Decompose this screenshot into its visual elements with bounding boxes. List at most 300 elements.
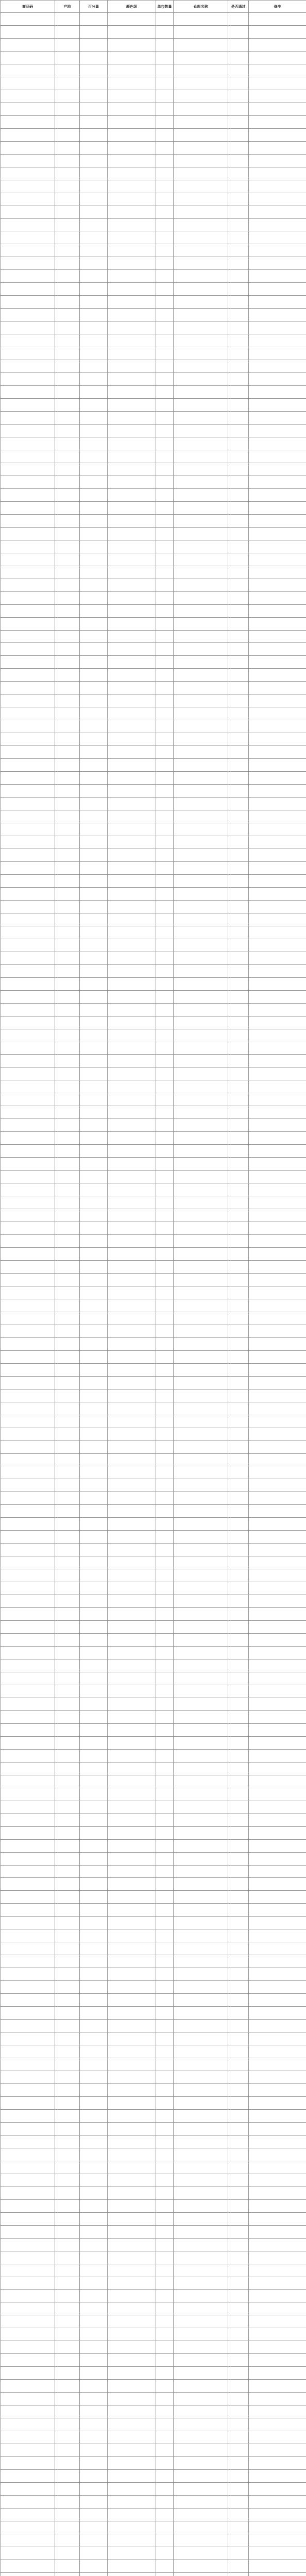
cell-color-grade bbox=[108, 2328, 156, 2341]
table-row bbox=[1, 617, 306, 630]
cell-origin bbox=[55, 1968, 80, 1981]
cell-product-code bbox=[1, 669, 55, 682]
cell-origin bbox=[55, 1171, 80, 1183]
cell-passed bbox=[228, 2508, 249, 2521]
cell-color-grade bbox=[108, 926, 156, 939]
cell-warehouse bbox=[174, 1544, 228, 1556]
cell-warehouse bbox=[174, 823, 228, 836]
cell-remark bbox=[249, 913, 306, 926]
cell-remark bbox=[249, 977, 306, 990]
cell-color-grade bbox=[108, 1119, 156, 1132]
table-row bbox=[1, 2341, 306, 2354]
cell-color-grade bbox=[108, 347, 156, 360]
cell-origin bbox=[55, 617, 80, 630]
cell-product-code bbox=[1, 514, 55, 527]
cell-color-grade bbox=[108, 617, 156, 630]
cell-pack-count bbox=[156, 2251, 174, 2264]
cell-pack-count bbox=[156, 669, 174, 682]
cell-color-grade bbox=[108, 1042, 156, 1055]
cell-color-grade bbox=[108, 952, 156, 964]
cell-origin bbox=[55, 656, 80, 669]
cell-color-grade bbox=[108, 13, 156, 26]
cell-warehouse bbox=[174, 1337, 228, 1350]
cell-remark bbox=[249, 849, 306, 861]
cell-remark bbox=[249, 2393, 306, 2405]
cell-percentage bbox=[80, 51, 108, 64]
cell-product-code bbox=[1, 1273, 55, 1286]
cell-remark bbox=[249, 2277, 306, 2290]
cell-product-code bbox=[1, 2457, 55, 2470]
cell-percentage bbox=[80, 180, 108, 193]
table-row bbox=[1, 1119, 306, 1132]
cell-product-code bbox=[1, 2135, 55, 2148]
cell-pack-count bbox=[156, 2534, 174, 2547]
cell-warehouse bbox=[174, 13, 228, 26]
cell-origin bbox=[55, 283, 80, 296]
cell-remark bbox=[249, 1621, 306, 1634]
cell-remark bbox=[249, 1016, 306, 1029]
cell-percentage bbox=[80, 296, 108, 309]
cell-origin bbox=[55, 2483, 80, 2496]
cell-percentage bbox=[80, 128, 108, 141]
cell-percentage bbox=[80, 1865, 108, 1878]
cell-pack-count bbox=[156, 1788, 174, 1801]
cell-passed bbox=[228, 1440, 249, 1453]
cell-remark bbox=[249, 1569, 306, 1582]
cell-warehouse bbox=[174, 1917, 228, 1929]
cell-color-grade bbox=[108, 2277, 156, 2290]
cell-origin bbox=[55, 861, 80, 874]
cell-pack-count bbox=[156, 1440, 174, 1453]
cell-origin bbox=[55, 1376, 80, 1389]
cell-percentage bbox=[80, 630, 108, 643]
cell-product-code bbox=[1, 1801, 55, 1814]
cell-warehouse bbox=[174, 128, 228, 141]
cell-product-code bbox=[1, 1518, 55, 1531]
cell-pack-count bbox=[156, 2264, 174, 2277]
cell-remark bbox=[249, 1389, 306, 1402]
cell-passed bbox=[228, 347, 249, 360]
cell-passed bbox=[228, 2187, 249, 2199]
cell-origin bbox=[55, 1222, 80, 1235]
cell-percentage bbox=[80, 2354, 108, 2367]
table-row bbox=[1, 450, 306, 463]
cell-color-grade bbox=[108, 1710, 156, 1723]
cell-origin bbox=[55, 733, 80, 746]
cell-percentage bbox=[80, 2187, 108, 2199]
cell-percentage bbox=[80, 1273, 108, 1286]
cell-pack-count bbox=[156, 1196, 174, 1209]
cell-remark bbox=[249, 1106, 306, 1119]
cell-pack-count bbox=[156, 1016, 174, 1029]
cell-color-grade bbox=[108, 1582, 156, 1595]
cell-passed bbox=[228, 1826, 249, 1839]
cell-color-grade bbox=[108, 2020, 156, 2032]
cell-product-code bbox=[1, 399, 55, 412]
cell-percentage bbox=[80, 90, 108, 103]
cell-pack-count bbox=[156, 656, 174, 669]
cell-remark bbox=[249, 887, 306, 900]
cell-remark bbox=[249, 1453, 306, 1466]
cell-origin bbox=[55, 1685, 80, 1698]
table-row bbox=[1, 1428, 306, 1440]
cell-warehouse bbox=[174, 1492, 228, 1505]
cell-color-grade bbox=[108, 798, 156, 810]
cell-passed bbox=[228, 643, 249, 656]
cell-warehouse bbox=[174, 1428, 228, 1440]
cell-origin bbox=[55, 1634, 80, 1647]
cell-pack-count bbox=[156, 38, 174, 51]
cell-product-code bbox=[1, 1582, 55, 1595]
cell-color-grade bbox=[108, 1235, 156, 1248]
cell-warehouse bbox=[174, 2290, 228, 2302]
cell-percentage bbox=[80, 2341, 108, 2354]
cell-warehouse bbox=[174, 810, 228, 823]
cell-origin bbox=[55, 412, 80, 425]
cell-passed bbox=[228, 1788, 249, 1801]
cell-product-code bbox=[1, 2096, 55, 2109]
cell-warehouse bbox=[174, 1466, 228, 1479]
cell-pack-count bbox=[156, 1556, 174, 1569]
cell-warehouse bbox=[174, 1209, 228, 1222]
table-row bbox=[1, 2187, 306, 2199]
cell-passed bbox=[228, 887, 249, 900]
cell-color-grade bbox=[108, 1814, 156, 1826]
cell-remark bbox=[249, 861, 306, 874]
cell-origin bbox=[55, 386, 80, 399]
cell-color-grade bbox=[108, 1479, 156, 1492]
cell-product-code bbox=[1, 2277, 55, 2290]
cell-passed bbox=[228, 2393, 249, 2405]
cell-color-grade bbox=[108, 1736, 156, 1749]
cell-product-code bbox=[1, 720, 55, 733]
cell-warehouse bbox=[174, 1531, 228, 1544]
cell-passed bbox=[228, 694, 249, 707]
cell-warehouse bbox=[174, 1389, 228, 1402]
cell-pack-count bbox=[156, 321, 174, 334]
cell-warehouse bbox=[174, 1235, 228, 1248]
cell-warehouse bbox=[174, 939, 228, 952]
cell-origin bbox=[55, 2032, 80, 2045]
cell-passed bbox=[228, 2495, 249, 2508]
cell-percentage bbox=[80, 2161, 108, 2174]
cell-warehouse bbox=[174, 1415, 228, 1428]
cell-percentage bbox=[80, 1376, 108, 1389]
cell-color-grade bbox=[108, 1556, 156, 1569]
cell-origin bbox=[55, 1582, 80, 1595]
table-row bbox=[1, 1312, 306, 1325]
cell-color-grade bbox=[108, 1132, 156, 1145]
cell-passed bbox=[228, 2341, 249, 2354]
table-row bbox=[1, 283, 306, 296]
cell-warehouse bbox=[174, 283, 228, 296]
cell-pack-count bbox=[156, 2161, 174, 2174]
cell-passed bbox=[228, 373, 249, 386]
table-row bbox=[1, 1531, 306, 1544]
cell-origin bbox=[55, 1273, 80, 1286]
cell-remark bbox=[249, 1466, 306, 1479]
cell-product-code bbox=[1, 1389, 55, 1402]
cell-pack-count bbox=[156, 13, 174, 26]
cell-warehouse bbox=[174, 2238, 228, 2251]
cell-pack-count bbox=[156, 964, 174, 977]
cell-pack-count bbox=[156, 1659, 174, 1672]
cell-pack-count bbox=[156, 2225, 174, 2238]
cell-remark bbox=[249, 2174, 306, 2187]
cell-warehouse bbox=[174, 463, 228, 476]
cell-percentage bbox=[80, 1363, 108, 1376]
cell-remark bbox=[249, 759, 306, 772]
cell-origin bbox=[55, 25, 80, 38]
cell-pack-count bbox=[156, 977, 174, 990]
cell-product-code bbox=[1, 1067, 55, 1080]
cell-pack-count bbox=[156, 900, 174, 913]
cell-percentage bbox=[80, 990, 108, 1003]
table-row bbox=[1, 1376, 306, 1389]
cell-pack-count bbox=[156, 90, 174, 103]
cell-warehouse bbox=[174, 2122, 228, 2135]
cell-warehouse bbox=[174, 2135, 228, 2148]
cell-product-code bbox=[1, 1685, 55, 1698]
cell-origin bbox=[55, 334, 80, 347]
table-row bbox=[1, 2251, 306, 2264]
table-row bbox=[1, 591, 306, 604]
cell-percentage bbox=[80, 1917, 108, 1929]
cell-color-grade bbox=[108, 861, 156, 874]
cell-origin bbox=[55, 1042, 80, 1055]
cell-percentage bbox=[80, 1158, 108, 1171]
cell-product-code bbox=[1, 2187, 55, 2199]
cell-passed bbox=[228, 296, 249, 309]
table-row bbox=[1, 2032, 306, 2045]
cell-remark bbox=[249, 167, 306, 180]
cell-product-code bbox=[1, 1132, 55, 1145]
cell-remark bbox=[249, 1788, 306, 1801]
cell-origin bbox=[55, 2302, 80, 2315]
table-row bbox=[1, 1621, 306, 1634]
cell-passed bbox=[228, 2431, 249, 2444]
cell-color-grade bbox=[108, 1453, 156, 1466]
cell-percentage bbox=[80, 1196, 108, 1209]
table-row bbox=[1, 206, 306, 218]
table-row bbox=[1, 309, 306, 321]
cell-warehouse bbox=[174, 180, 228, 193]
cell-passed bbox=[228, 1055, 249, 1067]
cell-pack-count bbox=[156, 630, 174, 643]
cell-pack-count bbox=[156, 1286, 174, 1299]
table-row bbox=[1, 514, 306, 527]
cell-origin bbox=[55, 1325, 80, 1337]
cell-passed bbox=[228, 2367, 249, 2380]
cell-percentage bbox=[80, 2534, 108, 2547]
cell-pack-count bbox=[156, 1852, 174, 1865]
cell-remark bbox=[249, 103, 306, 115]
cell-passed bbox=[228, 1929, 249, 1942]
cell-warehouse bbox=[174, 1608, 228, 1621]
cell-origin bbox=[55, 2290, 80, 2302]
cell-remark bbox=[249, 347, 306, 360]
cell-product-code bbox=[1, 2251, 55, 2264]
cell-passed bbox=[228, 1145, 249, 1158]
cell-product-code bbox=[1, 2122, 55, 2135]
cell-passed bbox=[228, 1775, 249, 1788]
table-row bbox=[1, 2277, 306, 2290]
cell-passed bbox=[228, 2354, 249, 2367]
cell-product-code bbox=[1, 128, 55, 141]
cell-warehouse bbox=[174, 425, 228, 437]
cell-warehouse bbox=[174, 270, 228, 283]
cell-warehouse bbox=[174, 1556, 228, 1569]
cell-passed bbox=[228, 1505, 249, 1518]
cell-origin bbox=[55, 566, 80, 579]
cell-pack-count bbox=[156, 180, 174, 193]
cell-color-grade bbox=[108, 128, 156, 141]
cell-warehouse bbox=[174, 2444, 228, 2457]
cell-pack-count bbox=[156, 861, 174, 874]
cell-color-grade bbox=[108, 1312, 156, 1325]
cell-passed bbox=[228, 579, 249, 591]
cell-pack-count bbox=[156, 463, 174, 476]
cell-origin bbox=[55, 887, 80, 900]
cell-product-code bbox=[1, 952, 55, 964]
cell-color-grade bbox=[108, 1350, 156, 1363]
cell-remark bbox=[249, 836, 306, 849]
cell-remark bbox=[249, 218, 306, 231]
cell-remark bbox=[249, 1762, 306, 1775]
table-row bbox=[1, 25, 306, 38]
cell-percentage bbox=[80, 1479, 108, 1492]
cell-percentage bbox=[80, 1672, 108, 1685]
cell-origin bbox=[55, 180, 80, 193]
cell-passed bbox=[228, 1389, 249, 1402]
cell-remark bbox=[249, 231, 306, 244]
cell-origin bbox=[55, 1736, 80, 1749]
cell-origin bbox=[55, 270, 80, 283]
cell-remark bbox=[249, 514, 306, 527]
cell-product-code bbox=[1, 2045, 55, 2058]
cell-passed bbox=[228, 566, 249, 579]
cell-origin bbox=[55, 2560, 80, 2572]
cell-color-grade bbox=[108, 1196, 156, 1209]
cell-remark bbox=[249, 1222, 306, 1235]
cell-warehouse bbox=[174, 244, 228, 257]
cell-warehouse bbox=[174, 514, 228, 527]
cell-color-grade bbox=[108, 2071, 156, 2084]
cell-pack-count bbox=[156, 1801, 174, 1814]
cell-warehouse bbox=[174, 167, 228, 180]
cell-color-grade bbox=[108, 334, 156, 347]
cell-product-code bbox=[1, 1647, 55, 1659]
cell-percentage bbox=[80, 154, 108, 167]
cell-color-grade bbox=[108, 2341, 156, 2354]
cell-color-grade bbox=[108, 540, 156, 553]
cell-product-code bbox=[1, 990, 55, 1003]
cell-pack-count bbox=[156, 1222, 174, 1235]
cell-product-code bbox=[1, 437, 55, 450]
cell-percentage bbox=[80, 425, 108, 437]
cell-warehouse bbox=[174, 2560, 228, 2572]
cell-origin bbox=[55, 2470, 80, 2483]
cell-remark bbox=[249, 746, 306, 759]
cell-percentage bbox=[80, 682, 108, 694]
cell-passed bbox=[228, 128, 249, 141]
cell-color-grade bbox=[108, 1505, 156, 1518]
cell-percentage bbox=[80, 527, 108, 540]
cell-warehouse bbox=[174, 450, 228, 463]
cell-product-code bbox=[1, 2572, 55, 2576]
cell-percentage bbox=[80, 1801, 108, 1814]
table-row bbox=[1, 733, 306, 746]
table-row bbox=[1, 1968, 306, 1981]
table-row bbox=[1, 1145, 306, 1158]
cell-passed bbox=[228, 900, 249, 913]
cell-remark bbox=[249, 2444, 306, 2457]
table-row bbox=[1, 180, 306, 193]
cell-warehouse bbox=[174, 90, 228, 103]
cell-percentage bbox=[80, 2096, 108, 2109]
cell-passed bbox=[228, 1698, 249, 1710]
cell-percentage bbox=[80, 874, 108, 887]
cell-origin bbox=[55, 1337, 80, 1350]
cell-warehouse bbox=[174, 540, 228, 553]
cell-percentage bbox=[80, 1788, 108, 1801]
cell-origin bbox=[55, 1248, 80, 1261]
cell-color-grade bbox=[108, 1878, 156, 1891]
cell-product-code bbox=[1, 694, 55, 707]
table-row bbox=[1, 2083, 306, 2096]
cell-pack-count bbox=[156, 990, 174, 1003]
table-row bbox=[1, 1415, 306, 1428]
table-row bbox=[1, 1801, 306, 1814]
cell-remark bbox=[249, 1505, 306, 1518]
cell-origin bbox=[55, 1723, 80, 1736]
cell-product-code bbox=[1, 2534, 55, 2547]
cell-product-code bbox=[1, 2431, 55, 2444]
cell-passed bbox=[228, 527, 249, 540]
cell-passed bbox=[228, 2264, 249, 2277]
cell-product-code bbox=[1, 1710, 55, 1723]
cell-color-grade bbox=[108, 2560, 156, 2572]
cell-warehouse bbox=[174, 1801, 228, 1814]
cell-warehouse bbox=[174, 386, 228, 399]
cell-remark bbox=[249, 1003, 306, 1016]
cell-remark bbox=[249, 1235, 306, 1248]
cell-warehouse bbox=[174, 1685, 228, 1698]
cell-color-grade bbox=[108, 1929, 156, 1942]
cell-origin bbox=[55, 772, 80, 785]
cell-origin bbox=[55, 38, 80, 51]
cell-passed bbox=[228, 1968, 249, 1981]
cell-warehouse bbox=[174, 1981, 228, 1994]
cell-product-code bbox=[1, 604, 55, 617]
cell-color-grade bbox=[108, 1222, 156, 1235]
cell-origin bbox=[55, 2367, 80, 2380]
cell-remark bbox=[249, 2431, 306, 2444]
cell-pack-count bbox=[156, 1608, 174, 1621]
cell-color-grade bbox=[108, 1981, 156, 1994]
cell-remark bbox=[249, 1158, 306, 1171]
cell-product-code bbox=[1, 180, 55, 193]
cell-origin bbox=[55, 2264, 80, 2277]
cell-color-grade bbox=[108, 604, 156, 617]
cell-remark bbox=[249, 2083, 306, 2096]
table-row bbox=[1, 1865, 306, 1878]
cell-percentage bbox=[80, 2470, 108, 2483]
cell-product-code bbox=[1, 1723, 55, 1736]
cell-product-code bbox=[1, 2225, 55, 2238]
cell-color-grade bbox=[108, 206, 156, 218]
cell-product-code bbox=[1, 1466, 55, 1479]
